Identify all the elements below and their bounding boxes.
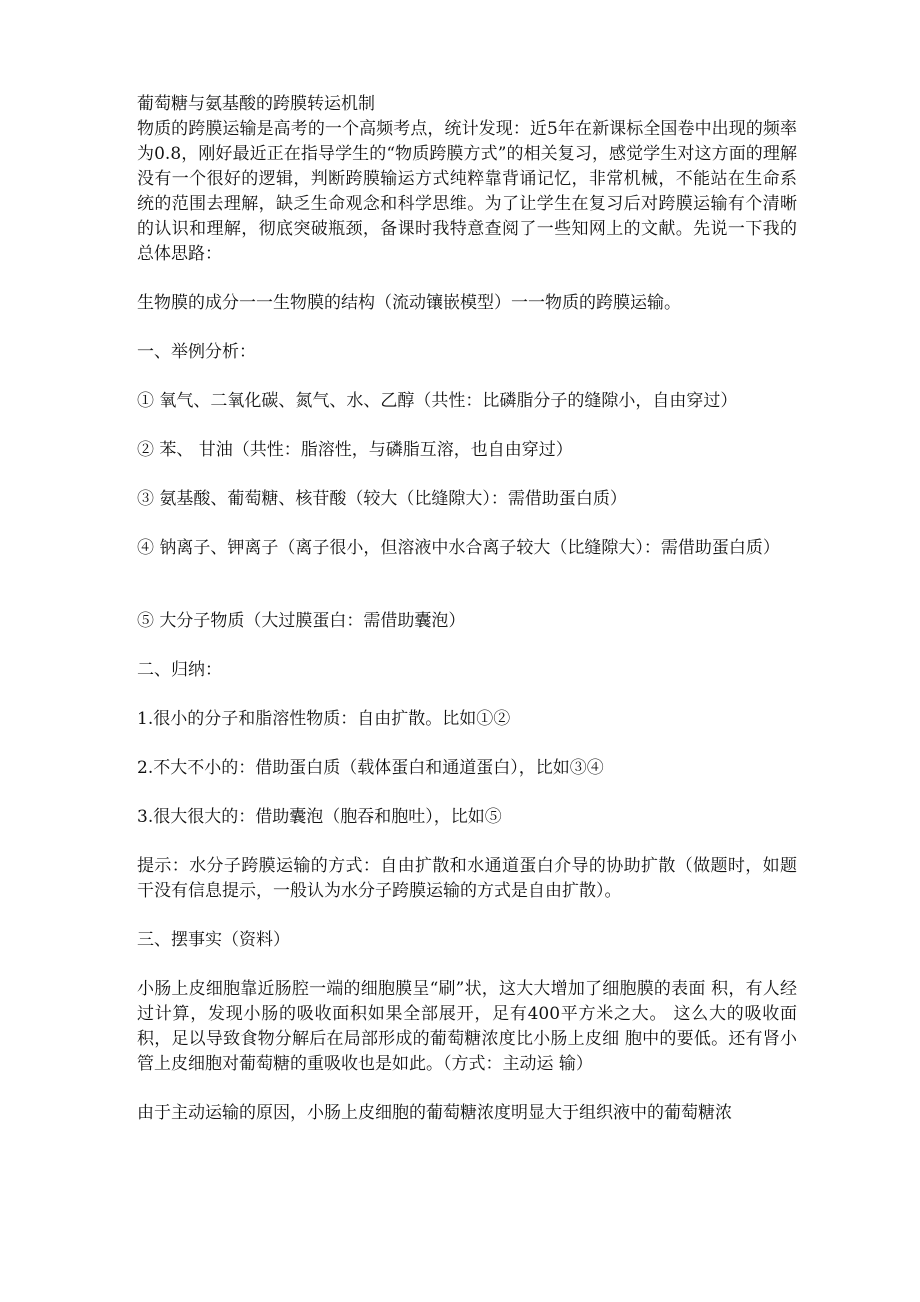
section1-heading: 一、举例分析： (137, 342, 256, 362)
example-item-5: ⑤ 大分子物质（大过膜蛋白：需借助囊泡） (137, 611, 466, 631)
section2-heading: 二、归纳： (137, 660, 222, 680)
document-title: 葡萄糖与氨基酸的跨膜转运机制 (137, 94, 375, 114)
summary-item-1: 1.很小的分子和脂溶性物质：自由扩散。比如①② (137, 709, 511, 729)
outline-paragraph: 生物膜的成分一一生物膜的结构（流动镶嵌模型）一一物质的跨膜运输。 (137, 293, 681, 313)
document-page (137, 92, 797, 1126)
section3-heading: 三、摆事实（资料） (137, 930, 290, 950)
fact-paragraph-2: 由于主动运输的原因，小肠上皮细胞的葡萄糖浓度明显大于组织液中的葡萄糖浓 (137, 1103, 732, 1123)
tip-paragraph: 提示：水分子跨膜运输的方式：自由扩散和水通道蛋白介导的协助扩散（做题时，如题干没有信息提示，一般认为水分子跨膜运输的方式是自由扩散）。 (137, 856, 797, 901)
example-item-1: ① 氧气、二氧化碳、氮气、水、乙醇（共性：比磷脂分子的缝隙小，自由穿过） (137, 391, 738, 411)
example-item-4: ④ 钠离子、钾离子（离子很小，但溶液中水合离子较大（比缝隙大）：需借助蛋白质） (137, 538, 780, 558)
intro-paragraph: 物质的跨膜运输是高考的一个高频考点，统计发现：近5年在新课标全国卷中出现的频率为0.8，刚好最近正在指导学生的“物质跨膜方式”的相关复习，感觉学生对这方面的理解没有一个很好的逻辑，判断跨膜输运方式纯粹靠背诵记忆，非常机械，不能站在生命系统的范围去理解，缺乏生命观念和科学思维。为了让学生在复习后对跨膜运输有个清晰的认识和理解，彻底突破瓶颈，备课时我特意查阅了一些知网上的文献。先说一下我的总体思路： (137, 119, 797, 264)
example-item-3: ③ 氨基酸、葡萄糖、核苷酸（较大（比缝隙大）：需借助蛋白质） (137, 489, 627, 509)
summary-item-2: 2.不大不小的：借助蛋白质（载体蛋白和通道蛋白），比如③④ (137, 758, 604, 778)
summary-item-3: 3.很大很大的：借助囊泡（胞吞和胞吐），比如⑤ (137, 807, 502, 827)
example-item-2: ② 苯、 甘油（共性：脂溶性，与磷脂互溶，也自由穿过） (137, 440, 573, 460)
fact-paragraph-1: 小肠上皮细胞靠近肠腔一端的细胞膜呈“刷”状，这大大增加了细胞膜的表面 积，有人经过计算，发现小肠的吸收面积如果全部展开，足有400平方米之大。 这么大的吸收面积，足以导致食物分解后在局部形成的葡萄糖浓度比小肠上皮细 胞中的要低。还有肾小管上皮细胞对葡萄糖的重吸收也是如此。（方式：主动运 输） (137, 979, 797, 1074)
